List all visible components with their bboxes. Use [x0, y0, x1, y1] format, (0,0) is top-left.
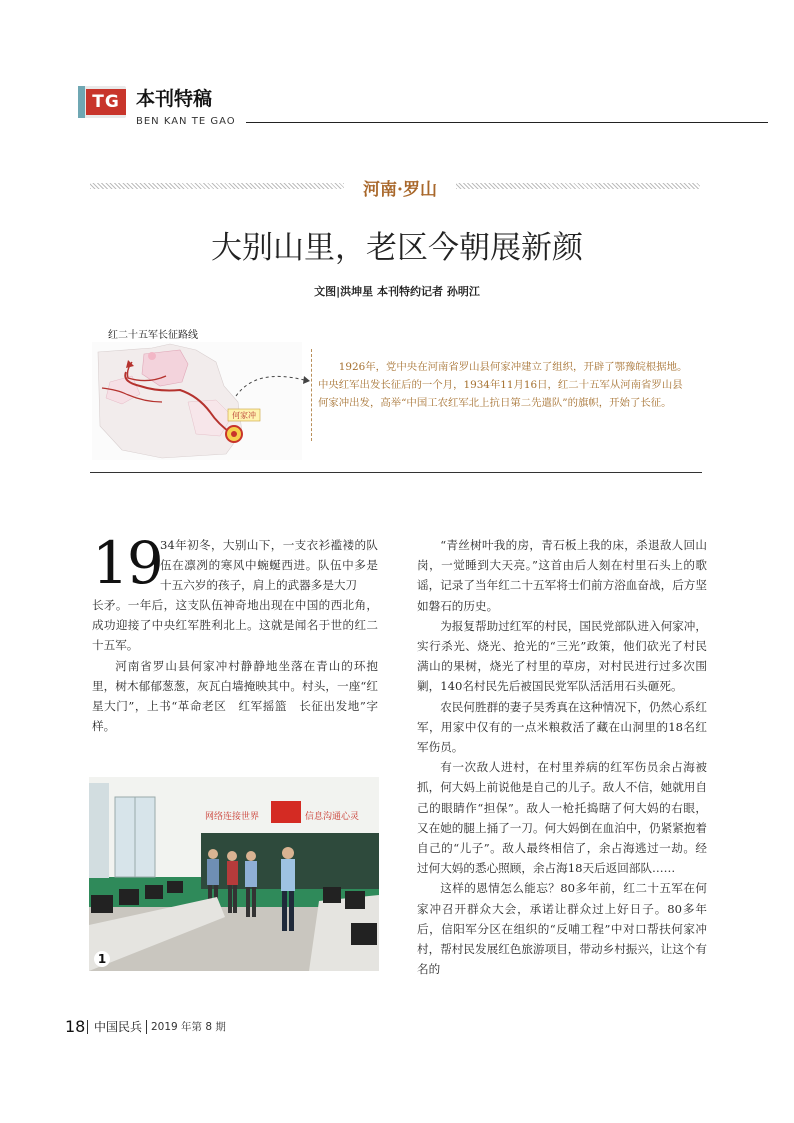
- logo-accent-bar: [78, 86, 85, 118]
- drop-cap: 19: [92, 529, 162, 597]
- banner-right: 信息沟通心灵: [305, 812, 360, 822]
- location-hatch-left: [90, 183, 344, 189]
- page-number: 18: [65, 1017, 86, 1036]
- section-subtitle: BEN KAN TE GAO: [136, 116, 236, 127]
- footer-divider: [87, 1020, 88, 1034]
- left-column: [92, 595, 378, 736]
- map-callout-arrow: [232, 362, 312, 402]
- article-byline: 文图|洪坤星 本刊特约记者 孙明江: [314, 285, 480, 298]
- map-caption: 1926年，党中央在河南省罗山县何家冲建立了组织，开辟了鄂豫皖根据地。中央红军出发长征后的一个月，1934年11月16日，红二十五军从河南省罗山县何家冲出发，高举“中国工农红军北上抗日第二先遣队”的旗帜，开始了长征。: [318, 361, 688, 409]
- section-divider: [90, 472, 702, 473]
- lead-paragraph-start: [160, 535, 378, 596]
- classroom-photo: [89, 777, 379, 971]
- article-title: 大别山里，老区今朝展新颜: [211, 230, 583, 266]
- issue-label: 2019 年第 8 期: [151, 1021, 226, 1033]
- map-place-label: 何家冲: [232, 411, 256, 420]
- paragraph: 河南省罗山县何家冲村静静地坐落在青山的环抱里，树木郁郁葱葱，灰瓦白墙掩映其中。村头，一座“红星大门”，上书“革命老区 红军摇篮 长征出发地”字样。: [92, 658, 378, 734]
- section-title: 本刊特稿: [136, 88, 213, 110]
- footer-divider: [146, 1020, 147, 1034]
- paragraph: 有一次敌人进村，在村里养病的红军伤员余占海被抓，何大妈上前说他是自己的儿子。敌人不信，她就用自己的眼睛作“担保”。敌人一枪托捣瞎了何大妈的右眼，又在她的腿上捅了一刀。何大妈倒在血泊中，仍紧紧抱着自己的“儿子”。敌人最终相信了，余占海逃过一劫。经过何大妈的悉心照顾，余占海18天后返回部队……: [417, 760, 707, 876]
- map-title: 红二十五军长征路线: [108, 330, 198, 341]
- right-column: [417, 535, 707, 979]
- section-logo-text: TG: [86, 89, 126, 115]
- publication-name: 中国民兵: [94, 1020, 143, 1034]
- paragraph: 农民何胜群的妻子吴秀真在这种情况下，仍然心系红军，用家中仅有的一点米粮救活了藏在山洞里的18名红军伤员。: [417, 699, 707, 755]
- lead-text: 34年初冬，大别山下，一支衣衫褴褛的队伍在凛冽的寒风中蜿蜒西进。队伍中多是十五六岁的孩子，肩上的武器多是大刀: [160, 538, 378, 593]
- article-location: 河南·罗山: [363, 180, 437, 200]
- photo-number: 1: [94, 951, 110, 967]
- lead-text-rest: 长矛。一年后，这支队伍神奇地出现在中国的西北角，成功迎接了中央红军胜利北上。这就是闻名于世的红二十五军。: [92, 598, 378, 653]
- location-hatch-right: [456, 183, 700, 189]
- paragraph: 为报复帮助过红军的村民，国民党部队进入何家冲，实行杀光、烧光、抢光的“三光”政策，他们砍光了村民满山的果树，烧光了村里的草房，对村民进行过多次围剿，140名村民先后被国民党军队活活用石头砸死。: [417, 618, 707, 694]
- paragraph: 这样的恩情怎么能忘？80多年前，红二十五军在何家冲召开群众大会，承诺让群众过上好日子。80多年后，信阳军分区在组织的“反哺工程”中对口帮扶何家冲村，帮村民发展红色旅游项目，带动乡村振兴，让这个有名的: [417, 881, 707, 977]
- header-rule: [246, 122, 768, 123]
- paragraph: “青丝树叶我的房，青石板上我的床，杀退敌人回山岗，一觉睡到大天亮。”这首由后人刻在村里石头上的歌谣，记录了当年红二十五军将士们前方浴血奋战，后方坚如磐石的历史。: [417, 538, 707, 613]
- banner-left: 网络连接世界: [205, 812, 260, 822]
